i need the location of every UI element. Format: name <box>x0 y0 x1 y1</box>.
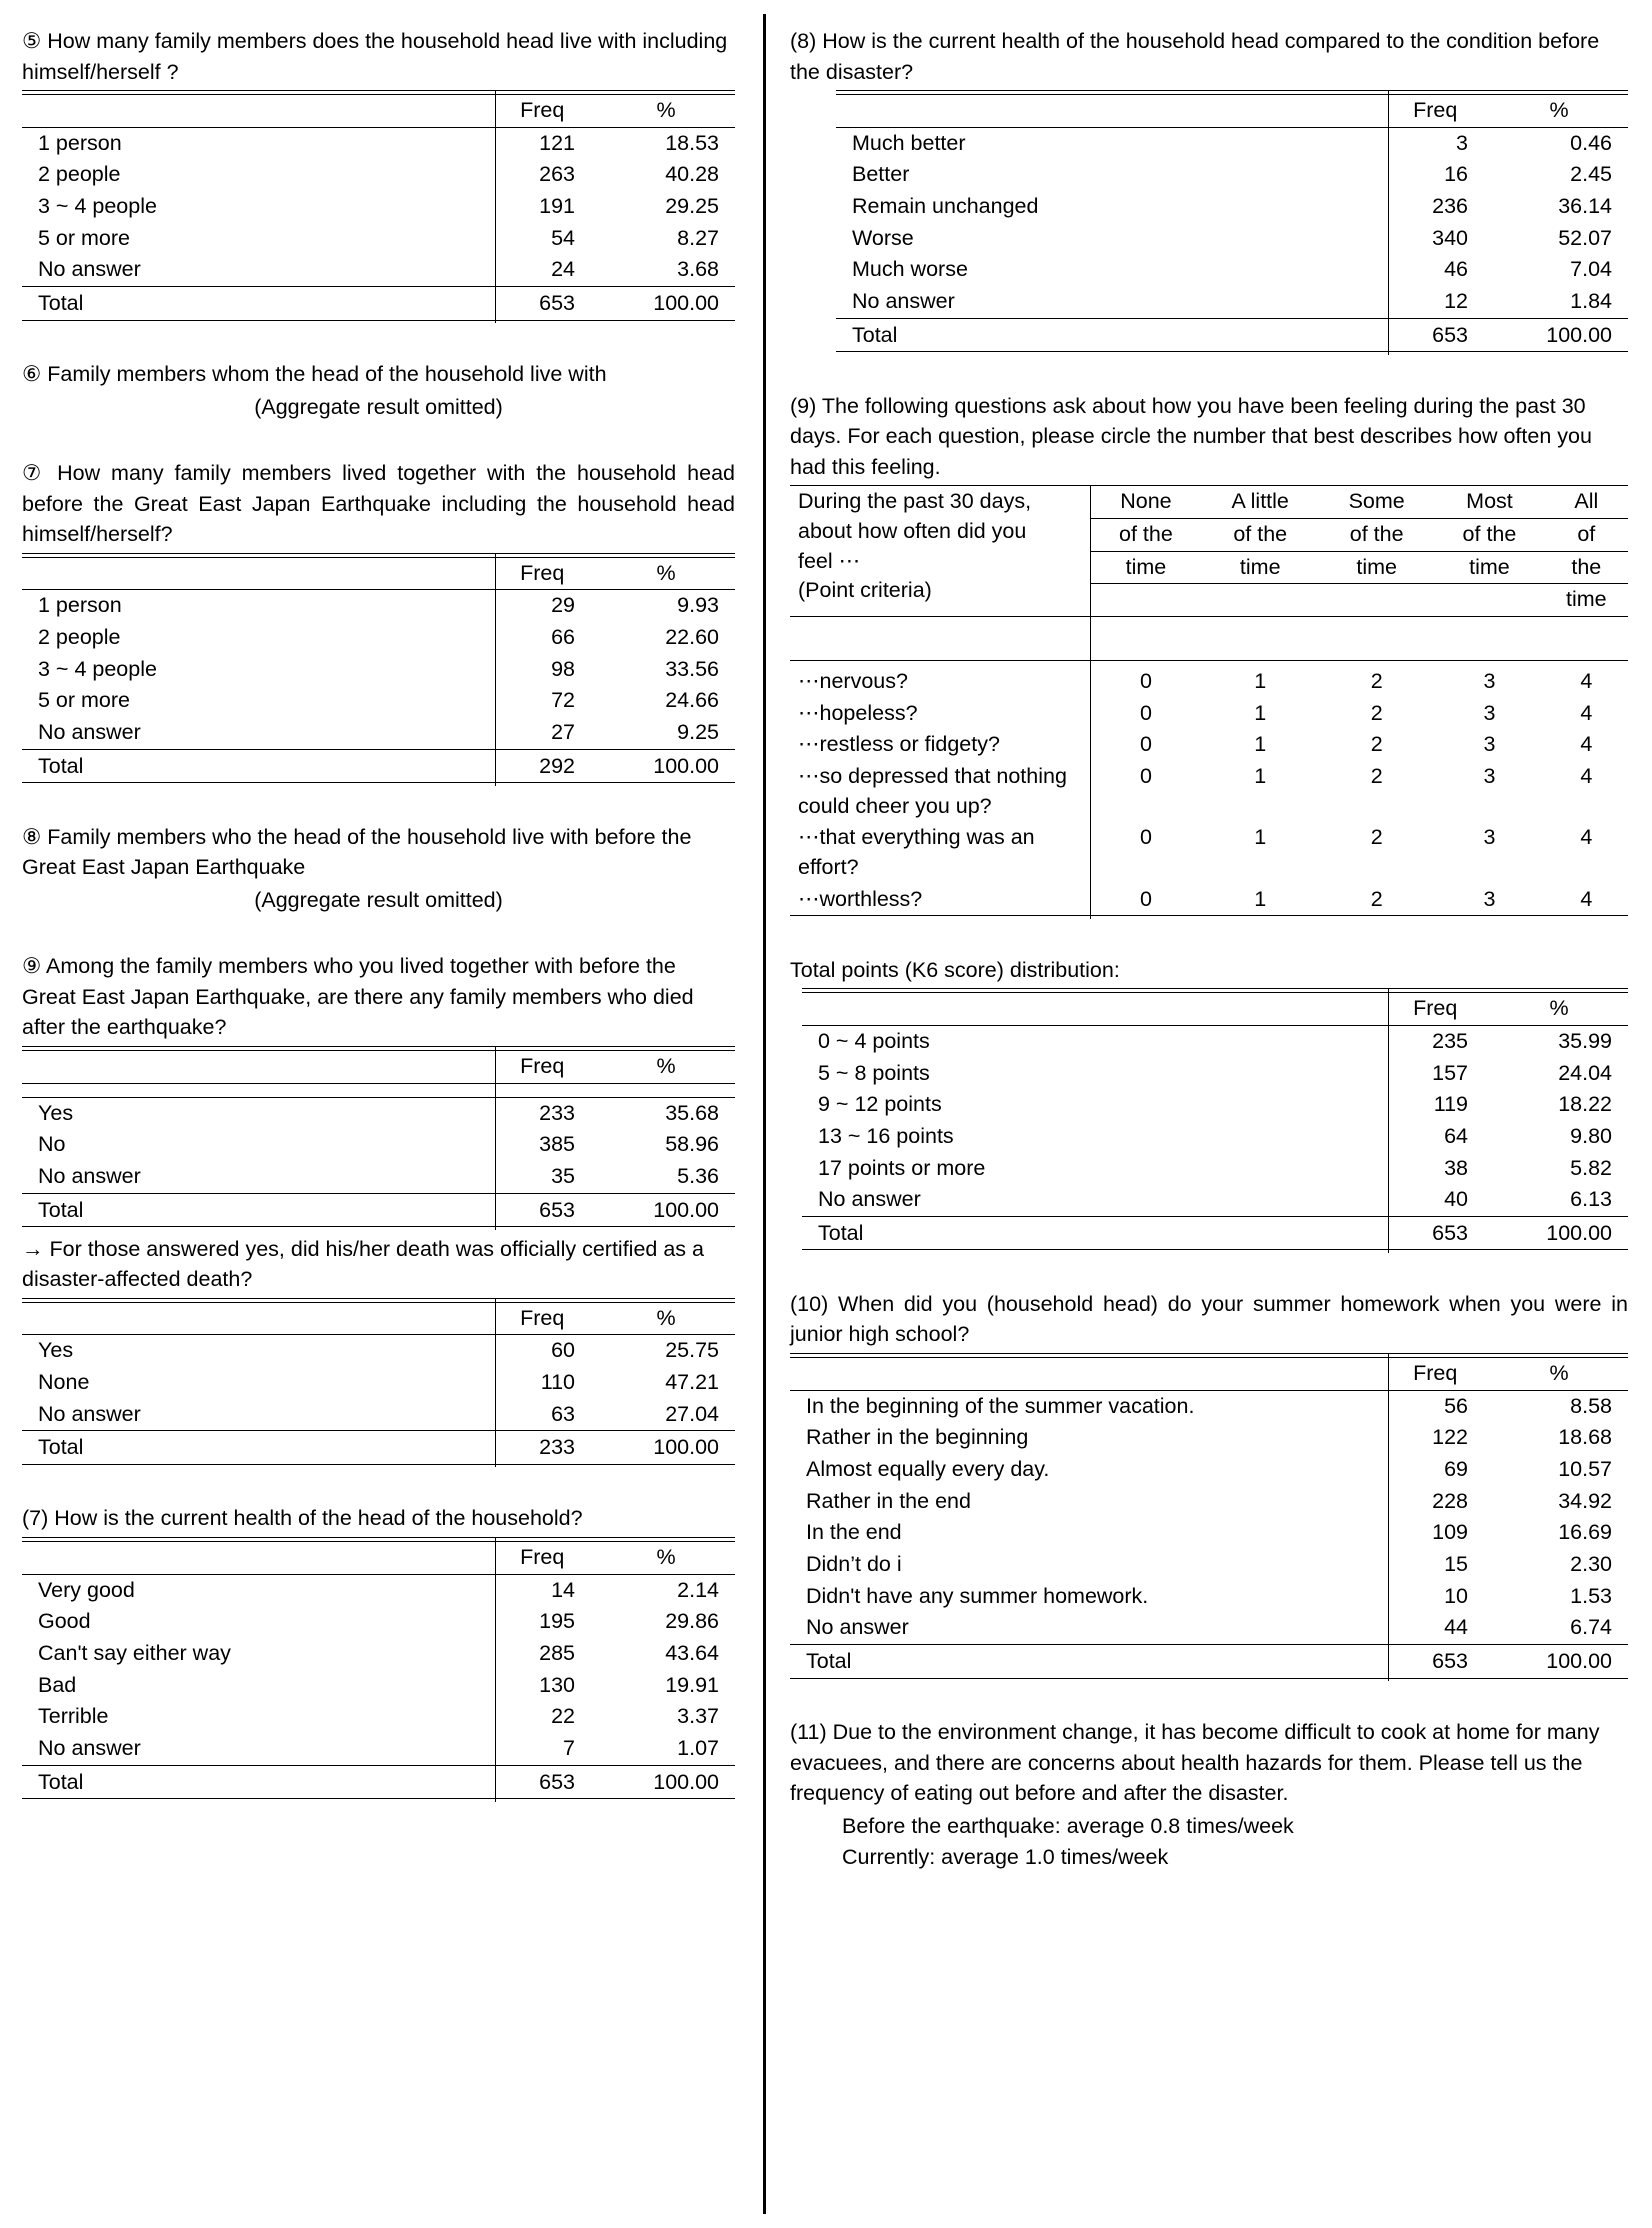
k6-matrix-table <box>790 485 1628 918</box>
k6-score-caption: Total points (K6 score) distribution: <box>790 957 1120 982</box>
question-7b-text: (7) How is the current health of the head of the household? <box>22 1506 583 1531</box>
table-row: No answer 7 1.07 <box>22 1733 735 1765</box>
k6-option-line3: the <box>1545 551 1628 584</box>
col-header-blank <box>836 95 1388 128</box>
table-row: Much worse 46 7.04 <box>836 254 1628 286</box>
col-header-pct: % <box>1496 95 1628 128</box>
question-7b-table <box>22 1537 735 1802</box>
table-row: Yes 233 35.68 <box>22 1097 735 1129</box>
col-header-freq: Freq <box>1388 993 1496 1026</box>
col-header-pct: % <box>1496 1358 1628 1391</box>
table-row: No answer 12 1.84 <box>836 286 1628 318</box>
col-header-blank <box>22 1050 495 1083</box>
col-header-blank <box>22 1302 495 1335</box>
col-header-pct: % <box>603 557 735 590</box>
table-row: Terrible 22 3.37 <box>22 1701 735 1733</box>
k6-option-header-none: None <box>1090 486 1201 519</box>
k6-score-table <box>802 988 1628 1253</box>
table-row: 2 people 66 22.60 <box>22 622 735 654</box>
right-question-10-text: (10) When did you (household head) do your summer homework when you were in junior high school? <box>790 1291 1628 1347</box>
k6-option-header-most: Most <box>1434 486 1544 519</box>
table-row: 5 or more 72 24.66 <box>22 685 735 717</box>
table-row: Didn’t do i 15 2.30 <box>790 1549 1628 1581</box>
col-header-pct: % <box>603 1050 735 1083</box>
table-row: Rather in the beginning 122 18.68 <box>790 1422 1628 1454</box>
k6-row: ⋯that everything was an effort? 0 1 2 3 4 <box>790 822 1628 883</box>
k6-stub-line-4: (Point criteria) <box>798 578 932 603</box>
col-header-freq: Freq <box>495 1542 603 1575</box>
table-row: Can't say either way 285 43.64 <box>22 1638 735 1670</box>
table-row: Bad 130 19.91 <box>22 1670 735 1702</box>
col-header-freq: Freq <box>1388 95 1496 128</box>
table-row: Worse 340 52.07 <box>836 223 1628 255</box>
table-total-row: Total 653 100.00 <box>790 1644 1628 1678</box>
right-question-8-text: (8) How is the current health of the household head compared to the condition before the disaster? <box>790 29 1600 84</box>
question-9-followup-text: → For those answered yes, did his/her death was officially certified as a disaster-affected death? <box>22 1236 704 1292</box>
table-row: No answer 40 6.13 <box>802 1184 1628 1216</box>
question-6-note: (Aggregate result omitted) <box>254 394 503 419</box>
table-row: Remain unchanged 236 36.14 <box>836 191 1628 223</box>
right-question-11-text: (11) Due to the environment change, it has become difficult to cook at home for many evacuees, and there are concerns about health hazards for them. Please tell us the frequency of eating out before and after the disaster. <box>790 1720 1600 1806</box>
right-question-8-table <box>836 90 1628 355</box>
question-7-table <box>22 553 735 786</box>
col-header-freq: Freq <box>495 1050 603 1083</box>
k6-row: ⋯so depressed that nothing could cheer you up? 0 1 2 3 4 <box>790 761 1628 822</box>
k6-option-line4: time <box>1545 584 1628 617</box>
table-total-row: Total 292 100.00 <box>22 749 735 783</box>
table-total-row: Total 233 100.00 <box>22 1431 735 1465</box>
k6-stub-line-2: about how often did you <box>798 518 1027 543</box>
col-header-blank <box>22 1542 495 1575</box>
table-total-row: Total 653 100.00 <box>22 1765 735 1799</box>
col-header-blank <box>22 95 495 128</box>
col-header-pct: % <box>603 1542 735 1575</box>
col-header-blank <box>22 557 495 590</box>
k6-option-header-some: Some <box>1319 486 1434 519</box>
q11-current-line: Currently: average 1.0 times/week <box>842 1845 1169 1870</box>
q11-before-line: Before the earthquake: average 0.8 times/week <box>842 1813 1294 1838</box>
question-7-text: ⑦ How many family members lived together with the household head before the Great East Japan Earthquake including the household head himself/herself? <box>22 461 735 547</box>
question-6-text: ⑥ Family members whom the head of the household live with <box>22 362 607 387</box>
k6-option-line2: of <box>1545 518 1628 551</box>
col-header-freq: Freq <box>495 1302 603 1335</box>
right-column <box>766 0 1652 2228</box>
k6-option-header-all: All <box>1545 486 1628 519</box>
question-9-text: ⑨ Among the family members who you lived together with before the Great East Japan Earthquake, are there any family members who died after the earthquake? <box>22 954 694 1040</box>
table-row: 9 ~ 12 points 119 18.22 <box>802 1089 1628 1121</box>
table-row: No 385 58.96 <box>22 1129 735 1161</box>
table-row: No answer 24 3.68 <box>22 254 735 286</box>
table-row: 2 people 263 40.28 <box>22 159 735 191</box>
table-row: No answer 27 9.25 <box>22 717 735 749</box>
col-header-freq: Freq <box>1388 1358 1496 1391</box>
k6-row: ⋯hopeless? 0 1 2 3 4 <box>790 698 1628 730</box>
col-header-blank <box>790 1358 1388 1391</box>
k6-stub-line-3: feel ⋯ <box>798 548 861 573</box>
table-row: Much better 3 0.46 <box>836 127 1628 159</box>
col-header-freq: Freq <box>495 557 603 590</box>
left-column <box>0 0 763 2228</box>
table-total-row: Total 653 100.00 <box>22 286 735 320</box>
table-row: 3 ~ 4 people 98 33.56 <box>22 654 735 686</box>
table-row: None 110 47.21 <box>22 1367 735 1399</box>
table-row: 1 person 121 18.53 <box>22 127 735 159</box>
table-row: 17 points or more 38 5.82 <box>802 1153 1628 1185</box>
k6-option-line3: time <box>1434 551 1544 584</box>
table-row: No answer 44 6.74 <box>790 1612 1628 1644</box>
k6-option-line2: of the <box>1090 518 1201 551</box>
table-row: In the beginning of the summer vacation. 56 8.58 <box>790 1390 1628 1422</box>
table-row: 0 ~ 4 points 235 35.99 <box>802 1025 1628 1057</box>
table-row: 5 ~ 8 points 157 24.04 <box>802 1058 1628 1090</box>
k6-option-line3: time <box>1201 551 1319 584</box>
question-5-table <box>22 90 735 323</box>
table-row: Almost equally every day. 69 10.57 <box>790 1454 1628 1486</box>
col-header-pct: % <box>1496 993 1628 1026</box>
k6-option-line2: of the <box>1319 518 1434 551</box>
table-row: Better 16 2.45 <box>836 159 1628 191</box>
k6-option-line3: time <box>1090 551 1201 584</box>
question-9-followup-table <box>22 1298 735 1468</box>
col-header-pct: % <box>603 1302 735 1335</box>
col-header-blank <box>802 993 1388 1026</box>
table-row: No answer 35 5.36 <box>22 1161 735 1193</box>
table-total-row: Total 653 100.00 <box>22 1193 735 1227</box>
table-total-row: Total 653 100.00 <box>802 1216 1628 1250</box>
table-row: 3 ~ 4 people 191 29.25 <box>22 191 735 223</box>
question-5-text: ⑤ How many family members does the household head live with including himself/herself ? <box>22 29 728 84</box>
table-row: Good 195 29.86 <box>22 1606 735 1638</box>
k6-option-header-a-little: A little <box>1201 486 1319 519</box>
col-header-pct: % <box>603 95 735 128</box>
question-8-text: ⑧ Family members who the head of the household live with before the Great East Japan Earthquake <box>22 824 692 880</box>
k6-stub-header <box>790 486 1090 617</box>
table-row: 1 person 29 9.93 <box>22 590 735 622</box>
table-row: Yes 60 25.75 <box>22 1335 735 1367</box>
table-total-row: Total 653 100.00 <box>836 318 1628 352</box>
table-row: Didn't have any summer homework. 10 1.53 <box>790 1581 1628 1613</box>
right-question-10-table <box>790 1353 1628 1681</box>
right-question-9-text: (9) The following questions ask about how you have been feeling during the past 30 days. For each question, please circle the number that best describes how often you had this feeling. <box>790 393 1592 479</box>
k6-stub-line-1: During the past 30 days, <box>798 489 1032 514</box>
k6-row: ⋯worthless? 0 1 2 3 4 <box>790 884 1628 916</box>
col-header-freq: Freq <box>495 95 603 128</box>
table-row: Rather in the end 228 34.92 <box>790 1486 1628 1518</box>
table-row: 5 or more 54 8.27 <box>22 223 735 255</box>
table-row: 13 ~ 16 points 64 9.80 <box>802 1121 1628 1153</box>
table-row: No answer 63 27.04 <box>22 1399 735 1431</box>
table-row: Very good 14 2.14 <box>22 1574 735 1606</box>
k6-option-line2: of the <box>1434 518 1544 551</box>
k6-option-line2: of the <box>1201 518 1319 551</box>
question-9-table <box>22 1046 735 1230</box>
k6-row: ⋯restless or fidgety? 0 1 2 3 4 <box>790 729 1628 761</box>
k6-row: ⋯nervous? 0 1 2 3 4 <box>790 660 1628 697</box>
question-8-note: (Aggregate result omitted) <box>254 887 503 912</box>
k6-option-line3: time <box>1319 551 1434 584</box>
table-row: In the end 109 16.69 <box>790 1517 1628 1549</box>
